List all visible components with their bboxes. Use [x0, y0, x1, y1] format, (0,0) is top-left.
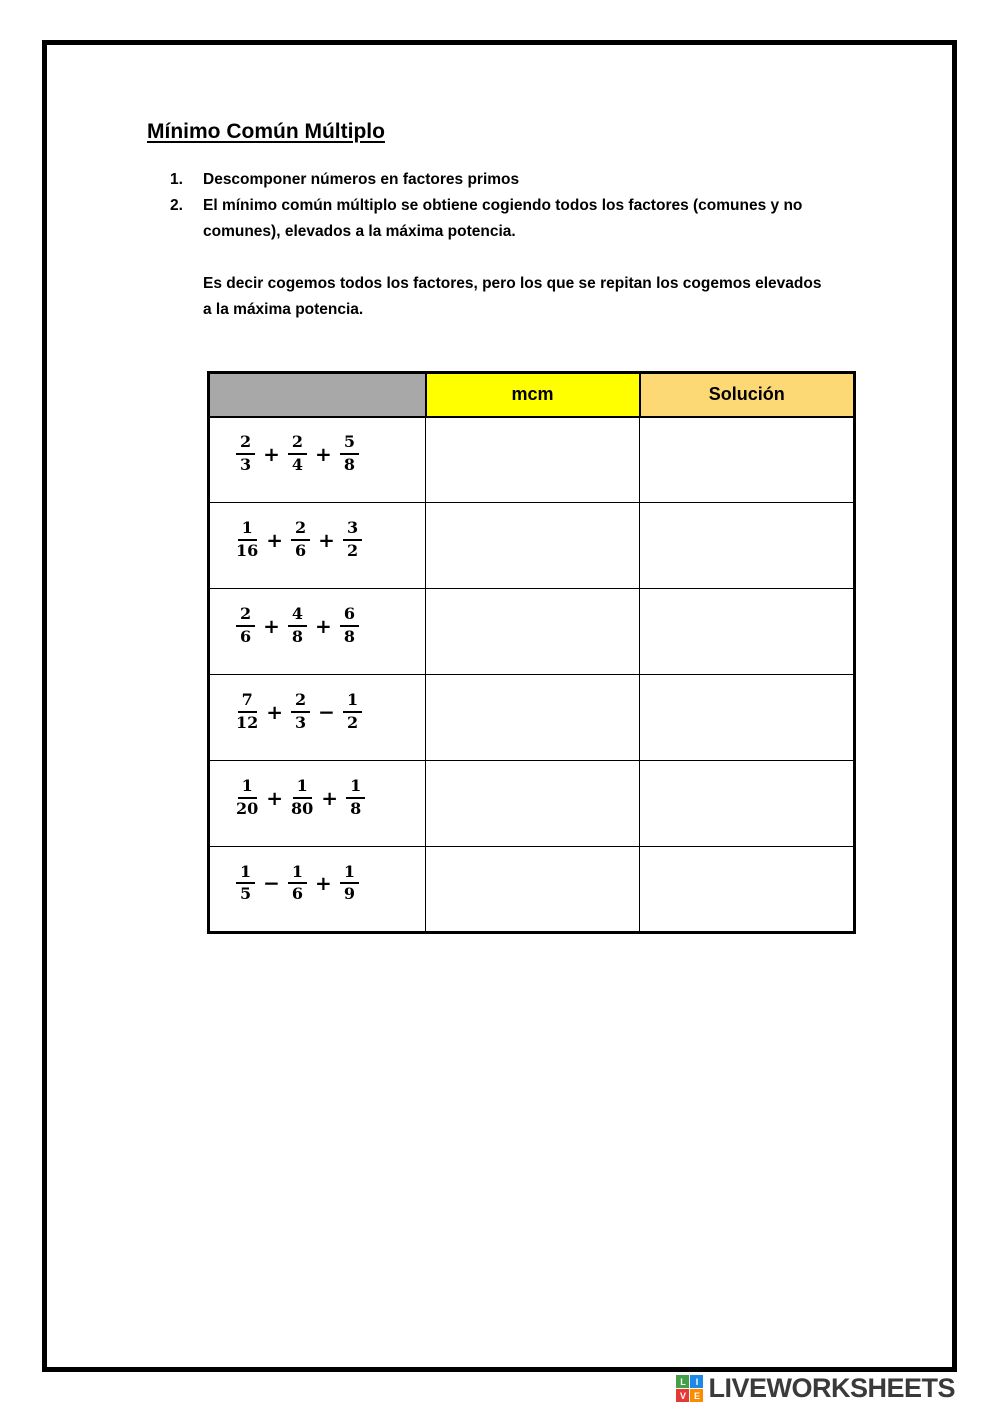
fraction-denominator: 16	[236, 540, 259, 560]
fraction-denominator: 80	[291, 798, 314, 818]
instructions-list	[170, 167, 892, 245]
mcm-answer-cell[interactable]	[426, 503, 640, 589]
fraction-denominator: 2	[346, 540, 359, 560]
fraction	[288, 605, 307, 646]
mcm-answer-cell[interactable]	[426, 847, 640, 933]
fraction	[340, 863, 359, 904]
fraction	[236, 519, 258, 560]
operator-sign: +	[266, 699, 284, 724]
operator-sign: −	[263, 871, 280, 895]
expression-cell	[209, 589, 426, 675]
liveworksheets-wordmark: LIVEWORKSHEETS	[708, 1373, 955, 1403]
fraction-numerator: 1	[293, 777, 312, 798]
fraction-denominator: 6	[240, 626, 252, 646]
fraction-numerator: 7	[238, 691, 257, 712]
fraction-numerator: 2	[236, 605, 255, 626]
fraction-denominator: 8	[343, 626, 355, 646]
header-empty-cell	[209, 373, 426, 417]
fraction	[291, 519, 310, 560]
fraction	[236, 863, 255, 904]
operator-sign: +	[266, 527, 284, 552]
instruction-text: El mínimo común múltiplo se obtiene cogiendo todos los factores (comunes y no comunes), elevados a la máxima potencia.	[203, 197, 803, 240]
expression-cell	[209, 675, 426, 761]
worksheet-frame	[42, 40, 957, 1372]
logo-square-e: E	[690, 1389, 703, 1402]
fraction	[343, 691, 362, 732]
mcm-answer-cell[interactable]	[426, 761, 640, 847]
fraction-numerator: 1	[340, 863, 359, 884]
fraction-numerator: 1	[288, 863, 307, 884]
fraction-numerator: 2	[236, 433, 255, 454]
mcm-answer-cell[interactable]	[426, 589, 640, 675]
logo-square-l: L	[676, 1375, 689, 1388]
fraction	[346, 777, 365, 818]
fraction	[288, 433, 307, 474]
logo-square-i: I	[690, 1375, 703, 1388]
worksheet-content	[47, 45, 952, 934]
fraction-denominator: 6	[291, 884, 304, 903]
fraction-expression	[236, 519, 425, 560]
fraction-denominator: 6	[295, 540, 307, 560]
table-row	[209, 503, 855, 589]
table-row	[209, 675, 855, 761]
solucion-answer-cell[interactable]	[640, 417, 855, 503]
fraction-expression	[236, 777, 425, 818]
solucion-answer-cell[interactable]	[640, 675, 855, 761]
instruction-text: Descomponer números en factores primos	[203, 171, 520, 188]
fraction-expression	[236, 605, 425, 646]
fraction-denominator: 20	[236, 798, 259, 818]
fraction	[340, 433, 359, 474]
operator-sign: +	[321, 785, 339, 810]
fraction-numerator: 1	[238, 777, 257, 798]
table-row	[209, 761, 855, 847]
fraction-denominator: 8	[343, 454, 355, 474]
operator-sign: −	[318, 699, 335, 724]
operator-sign: +	[263, 613, 280, 638]
fraction-denominator: 3	[295, 712, 307, 732]
table-row	[209, 847, 855, 933]
page-title: Mínimo Común Múltiplo	[147, 120, 385, 143]
note-paragraph: Es decir cogemos todos los factores, pero los que se repitan los cogemos elevados a la máxima potencia.	[203, 275, 822, 318]
operator-sign: +	[315, 613, 332, 638]
header-solucion-cell: Solución	[640, 373, 855, 417]
table-row	[209, 589, 855, 675]
fraction-denominator: 3	[240, 454, 252, 474]
instruction-number: 2.	[170, 197, 183, 214]
table-header-row	[209, 373, 855, 417]
mcm-answer-cell[interactable]	[426, 675, 640, 761]
fraction-numerator: 2	[291, 691, 310, 712]
fraction-denominator: 2	[346, 712, 359, 732]
fraction-numerator: 4	[288, 605, 307, 626]
header-mcm-cell: mcm	[426, 373, 640, 417]
fraction	[288, 863, 307, 904]
logo-square-v: V	[676, 1389, 689, 1402]
operator-sign: +	[263, 441, 280, 466]
instruction-item	[170, 193, 892, 245]
fraction-denominator: 12	[236, 712, 259, 732]
expression-cell	[209, 847, 426, 933]
fraction-numerator: 2	[291, 519, 310, 540]
liveworksheets-logo	[676, 1373, 955, 1404]
table-body	[209, 417, 855, 933]
solucion-answer-cell[interactable]	[640, 503, 855, 589]
fraction-denominator: 8	[291, 626, 304, 646]
solucion-answer-cell[interactable]	[640, 847, 855, 933]
fraction-expression	[236, 691, 425, 732]
fraction-denominator: 5	[240, 884, 252, 903]
operator-sign: +	[315, 441, 332, 466]
fraction-expression	[236, 433, 425, 474]
operator-sign: +	[266, 785, 284, 810]
fraction-numerator: 2	[288, 433, 307, 454]
fraction-denominator: 8	[350, 798, 362, 818]
fraction-denominator: 9	[343, 884, 355, 903]
instruction-item	[170, 167, 892, 193]
fraction-numerator: 1	[236, 863, 255, 884]
fraction	[291, 691, 310, 732]
instruction-number: 1.	[170, 171, 183, 188]
solucion-answer-cell[interactable]	[640, 761, 855, 847]
fraction	[340, 605, 359, 646]
operator-sign: +	[315, 871, 332, 895]
liveworksheets-grid-icon	[676, 1375, 703, 1402]
table-row	[209, 417, 855, 503]
fraction-numerator: 6	[340, 605, 359, 626]
expression-cell	[209, 503, 426, 589]
fraction-numerator: 1	[346, 777, 365, 798]
fraction	[291, 777, 313, 818]
fraction-numerator: 3	[343, 519, 362, 540]
fraction	[236, 605, 255, 646]
fraction-expression	[236, 863, 425, 904]
fraction	[236, 777, 258, 818]
mcm-answer-cell[interactable]	[426, 417, 640, 503]
fraction	[236, 691, 258, 732]
operator-sign: +	[318, 527, 335, 552]
fraction-numerator: 1	[343, 691, 362, 712]
fraction	[343, 519, 362, 560]
fraction	[236, 433, 255, 474]
fraction-numerator: 5	[340, 433, 359, 454]
solucion-answer-cell[interactable]	[640, 589, 855, 675]
mcm-table	[207, 371, 856, 934]
fraction-numerator: 1	[238, 519, 257, 540]
fraction-denominator: 4	[291, 454, 304, 474]
expression-cell	[209, 761, 426, 847]
expression-cell	[209, 417, 426, 503]
